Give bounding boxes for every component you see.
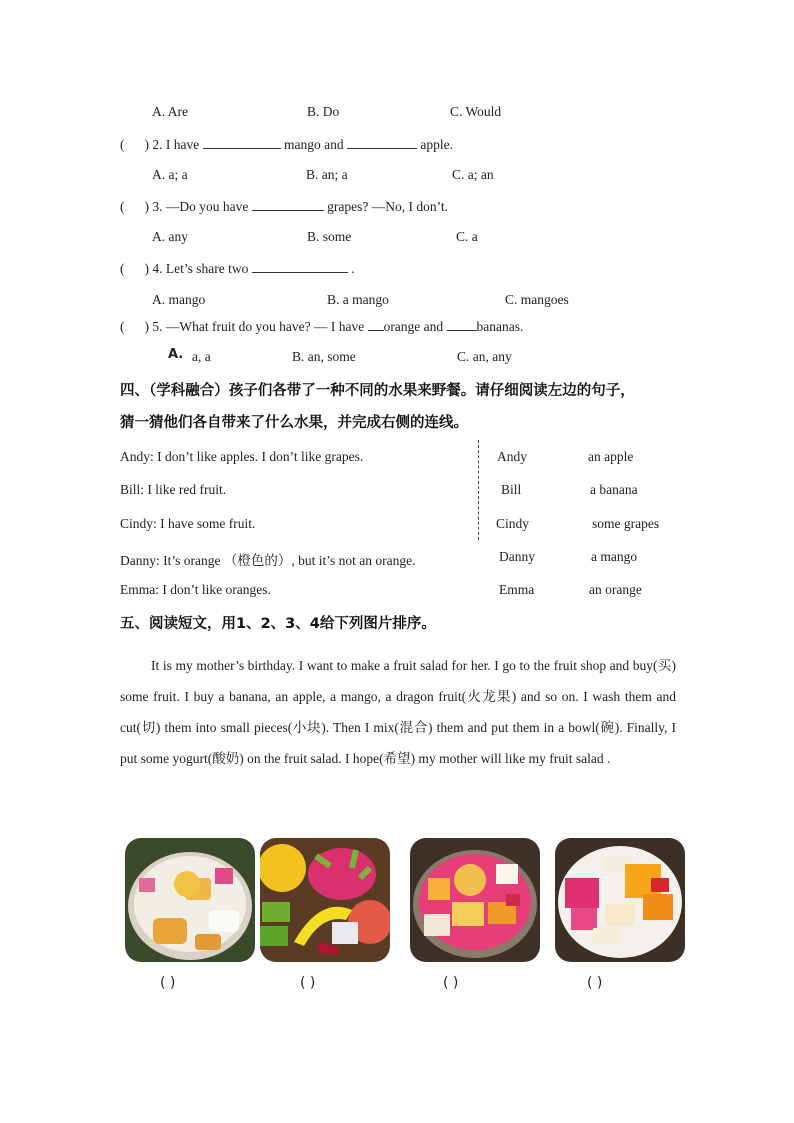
paren-open: ( [120,319,125,334]
section-4-heading-line2: 猜一猜他们各自带来了什么水果，并完成右侧的连线。 [120,415,468,431]
q2-option-b: B. an; a [306,167,348,182]
question-3 [120,198,448,215]
sentence-danny: Danny: It’s orange （橙色的）, but it’s not an orange. [120,553,416,568]
q1-option-c: C. Would [450,104,502,119]
sentence-bill: Bill: I like red fruit. [120,482,227,497]
q4-text: 4. Let’s share two [152,261,249,276]
photo-cut-fruit-salad [410,838,540,962]
q2-text: 2. I have [152,137,200,152]
fruit-apple[interactable]: an apple [588,449,634,464]
answer-blank[interactable] [368,318,384,331]
name-emma[interactable]: Emma [499,582,535,597]
sentence-cindy: Cindy: I have some fruit. [120,516,256,531]
answer-paren-3[interactable]: ( ) [443,975,459,991]
answer-blank[interactable] [447,318,477,331]
paren-close: ) [144,261,149,276]
paren-open: ( [120,261,125,276]
q3-option-b: B. some [307,229,352,244]
photo-cut-fruit-plate [555,838,685,962]
reading-passage: It is my mother’s birthday. I want to make a fruit salad for her. I go to the fruit shop and buy(买) some fruit. I buy a banana, an apple, a mango, a dragon fruit(火龙果) and so on. I wash them and cut(切) them into small pieces(小块). Then I mix(混合) them and put them in a bowl(碗). Finally, I put some yogurt(酸奶) on the fruit salad. I hope(希望) my mother will like my fruit salad . [120,658,676,766]
name-andy[interactable]: Andy [497,449,527,464]
answer-paren-2[interactable]: ( ) [300,975,316,991]
q4-option-b: B. a mango [327,292,389,307]
name-danny[interactable]: Danny [499,549,535,564]
q3-option-c: C. a [456,229,478,244]
answer-blank[interactable] [347,136,417,149]
q2-end: apple. [420,137,453,152]
q2-option-c: C. a; an [452,167,494,182]
q5-text: 5. —What fruit do you have? — I have [152,319,365,334]
q5-mid: orange and [383,319,444,334]
q1-option-b: B. Do [307,104,340,119]
paren-open: ( [120,199,125,214]
name-bill[interactable]: Bill [501,482,522,497]
paren-close: ) [144,319,149,334]
section-4-heading-line1: 四、（学科融合）孩子们各带了一种不同的水果来野餐。请仔细阅读左边的句子， [120,383,635,399]
q5-option-a: a, a [192,349,211,364]
q5-option-a-letter: A. [168,347,184,362]
q4-option-c: C. mangoes [505,292,569,307]
answer-blank[interactable] [252,198,324,211]
answer-blank[interactable] [203,136,281,149]
q5-option-c: C. an, any [457,349,512,364]
photo-salad-with-yogurt [125,838,255,962]
name-cindy[interactable]: Cindy [496,516,530,531]
photo-whole-fruits [260,838,390,962]
answer-paren-1[interactable]: ( ) [160,975,176,991]
fruit-orange[interactable]: an orange [589,582,642,597]
fruit-banana[interactable]: a banana [590,482,638,497]
answer-paren-4[interactable]: ( ) [587,975,603,991]
sentence-emma: Emma: I don’t like oranges. [120,582,271,597]
question-4 [120,260,354,277]
paren-close: ) [144,137,149,152]
q4-end: . [351,261,355,276]
q3-end: grapes? —No, I don’t. [327,199,448,214]
dashed-divider [478,440,479,540]
q3-text: 3. —Do you have [152,199,249,214]
question-2 [120,136,453,153]
q4-option-a: A. mango [152,292,206,307]
section-5-heading: 五、阅读短文，用1、2、3、4给下列图片排序。 [120,616,436,632]
paren-close: ) [144,199,149,214]
answer-blank[interactable] [252,260,348,273]
q3-option-a: A. any [152,229,188,244]
q5-end: bananas. [476,319,524,334]
fruit-grapes[interactable]: some grapes [592,516,660,531]
q2-option-a: A. a; a [152,167,188,182]
q2-mid: mango and [283,137,344,152]
fruit-mango[interactable]: a mango [591,549,638,564]
sentence-andy: Andy: I don’t like apples. I don’t like grapes. [120,449,364,464]
paren-open: ( [120,137,125,152]
question-5 [120,318,523,335]
q5-option-b: B. an, some [292,349,356,364]
q1-option-a: A. Are [152,104,188,119]
